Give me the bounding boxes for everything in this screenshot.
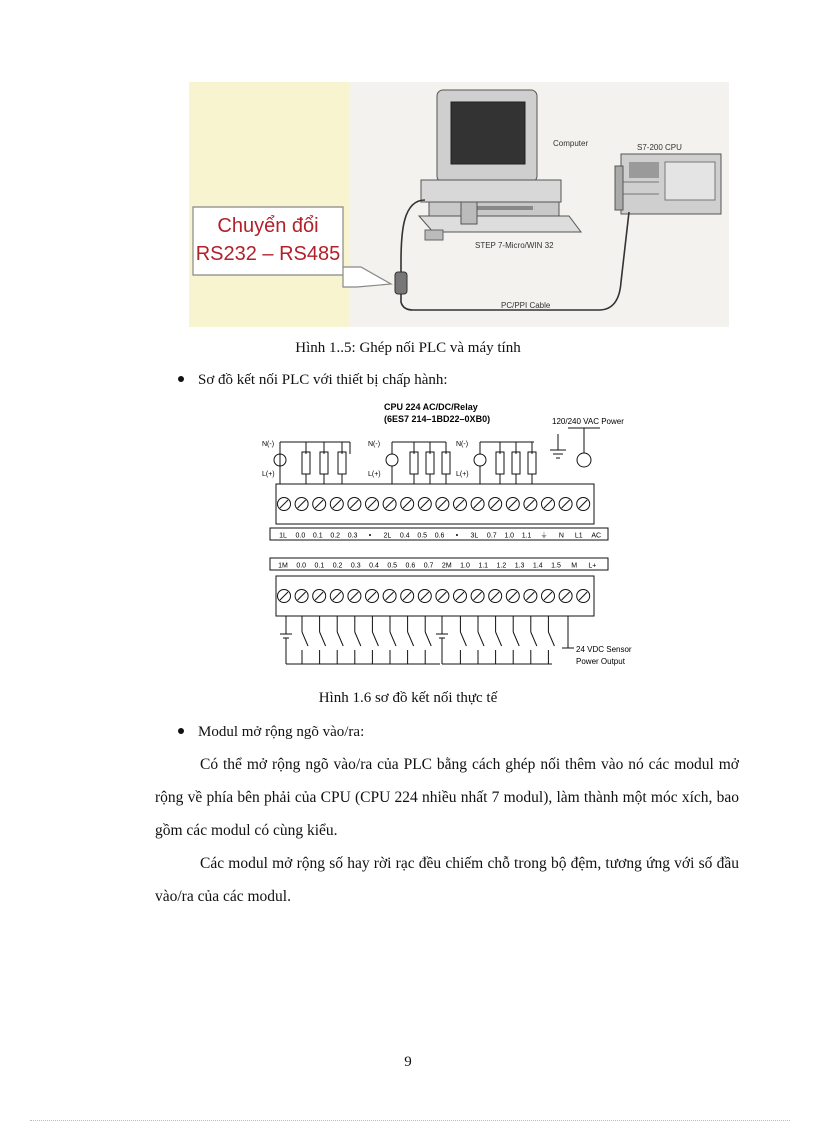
input-switch — [513, 616, 519, 664]
terminal-label: 0.5 — [417, 532, 428, 540]
bullet-dot — [178, 376, 184, 382]
figure-plc-computer-drawing — [189, 82, 729, 327]
figure2-caption: Hình 1.6 sơ đồ kết nối thực tế — [318, 690, 498, 706]
terminal-label: ⏚ — [540, 532, 548, 540]
page-number: 9 — [404, 1054, 412, 1070]
cpu-title-2: (6ES7 214–1BD22–0XB0) — [384, 414, 491, 424]
input-switch — [460, 616, 466, 664]
terminal-label: 1L — [279, 532, 287, 540]
terminal-label: L1 — [574, 532, 583, 540]
terminal-label: 0.2 — [332, 562, 343, 570]
terminal-label: 1.0 — [504, 532, 515, 540]
input-switch — [408, 616, 414, 664]
computer-illustration — [419, 90, 581, 240]
terminal-label: 0.2 — [330, 532, 341, 540]
sensor-label-1: 24 VDC Sensor — [576, 645, 632, 654]
terminal-label: 0.0 — [296, 562, 307, 570]
paragraph-expansion-2 — [155, 847, 739, 913]
callout-text-2: RS232 – RS485 — [195, 243, 341, 265]
input-switch — [425, 616, 431, 664]
terminal-label: 2M — [441, 562, 452, 570]
input-switch — [355, 616, 361, 664]
terminal-label: AC — [591, 532, 602, 540]
figure-wiring-diagram — [250, 398, 650, 683]
l-label-2: L(+) — [368, 471, 381, 478]
input-switch — [496, 616, 502, 664]
terminal-label: 0.5 — [387, 562, 398, 570]
l-label-1: L(+) — [262, 471, 275, 478]
terminal-label: 1.1 — [521, 532, 532, 540]
terminal-label: • — [368, 532, 372, 540]
n-label-1: N(-) — [262, 441, 275, 448]
footer-dotted-rule — [30, 1120, 790, 1121]
terminal-label: 1M — [278, 562, 288, 570]
cpu-title-1: CPU 224 AC/DC/Relay — [384, 402, 478, 412]
terminal-label: 2L — [383, 532, 392, 540]
terminal-label: • — [455, 532, 459, 540]
terminal-label: 1.5 — [551, 562, 561, 570]
label-cable: PC/PPI Cable — [501, 301, 551, 310]
input-switch — [548, 616, 554, 664]
top-terminal-block — [276, 484, 594, 524]
terminal-label: 3L — [470, 532, 479, 540]
terminal-label: 0.3 — [350, 562, 361, 570]
power-label: 120/240 VAC Power — [552, 417, 624, 426]
output-group-2 — [386, 442, 450, 484]
bullet-text: Sơ đồ kết nối PLC với thiết bị chấp hành: — [198, 372, 448, 388]
terminal-label: 0.4 — [369, 562, 379, 570]
sensor-label-2: Power Output — [576, 657, 625, 666]
terminal-label: 0.3 — [347, 532, 358, 540]
terminal-label: 1.4 — [532, 562, 543, 570]
bullet-dot — [178, 728, 184, 734]
terminal-label: 0.1 — [314, 562, 325, 570]
n-label-2: N(-) — [368, 441, 381, 448]
terminal-label: 1.1 — [478, 562, 489, 570]
bullet-expansion-module — [178, 724, 364, 741]
terminal-label: 1.2 — [496, 562, 507, 570]
l-label-3: L(+) — [456, 471, 469, 478]
terminal-label: 0.7 — [486, 532, 497, 540]
figure1-caption: Hình 1..5: Ghép nối PLC và máy tính — [295, 340, 521, 356]
callout-text-1: Chuyển đổi — [217, 215, 319, 237]
terminal-label: 0.7 — [423, 562, 434, 570]
input-switch — [302, 616, 308, 664]
n-label-3: N(-) — [456, 441, 469, 448]
paragraph-text: Có thể mở rộng ngõ vào/ra của PLC bằng cách ghép nối thêm vào nó các modul mở rộng về phía bên phải của CPU (CPU 224 nhiều nhất 7 modul), làm thành một móc xích, bao gồm các modul có cùng kiểu. — [155, 756, 739, 839]
input-switch — [320, 616, 326, 664]
paragraph-expansion-1 — [155, 748, 739, 847]
terminal-label: 0.6 — [405, 562, 416, 570]
input-switch — [337, 616, 343, 664]
terminal-label: 0.0 — [295, 532, 306, 540]
terminal-label: M — [571, 562, 578, 570]
bullet-plc-actuator — [178, 372, 448, 389]
input-switch — [531, 616, 537, 664]
terminal-label: N — [558, 532, 564, 540]
output-group-3 — [474, 428, 600, 484]
terminal-label: 0.6 — [434, 532, 445, 540]
paragraph-text: Các modul mở rộng số hay rời rạc đều chiếm chỗ trong bộ đệm, tương ứng với số đầu vào/ra của các modul. — [155, 855, 739, 905]
label-cpu: S7-200 CPU — [637, 143, 682, 152]
input-switches — [280, 616, 574, 664]
terminal-label: 1.0 — [460, 562, 470, 570]
bottom-terminal-block — [276, 576, 594, 616]
bullet-text: Modul mở rộng ngõ vào/ra: — [198, 724, 365, 740]
input-switch — [478, 616, 484, 664]
terminal-label: 0.1 — [312, 532, 323, 540]
terminal-label: 0.4 — [399, 532, 410, 540]
terminal-label: L+ — [588, 562, 597, 570]
plc-cpu-illustration — [615, 154, 721, 214]
input-switch — [390, 616, 396, 664]
figure-plc-computer-connection — [189, 82, 729, 327]
label-computer: Computer — [553, 139, 589, 148]
terminal-label: 1.3 — [514, 562, 525, 570]
input-switch — [372, 616, 378, 664]
label-software: STEP 7-Micro/WIN 32 — [475, 241, 554, 250]
output-group-1 — [274, 442, 350, 484]
